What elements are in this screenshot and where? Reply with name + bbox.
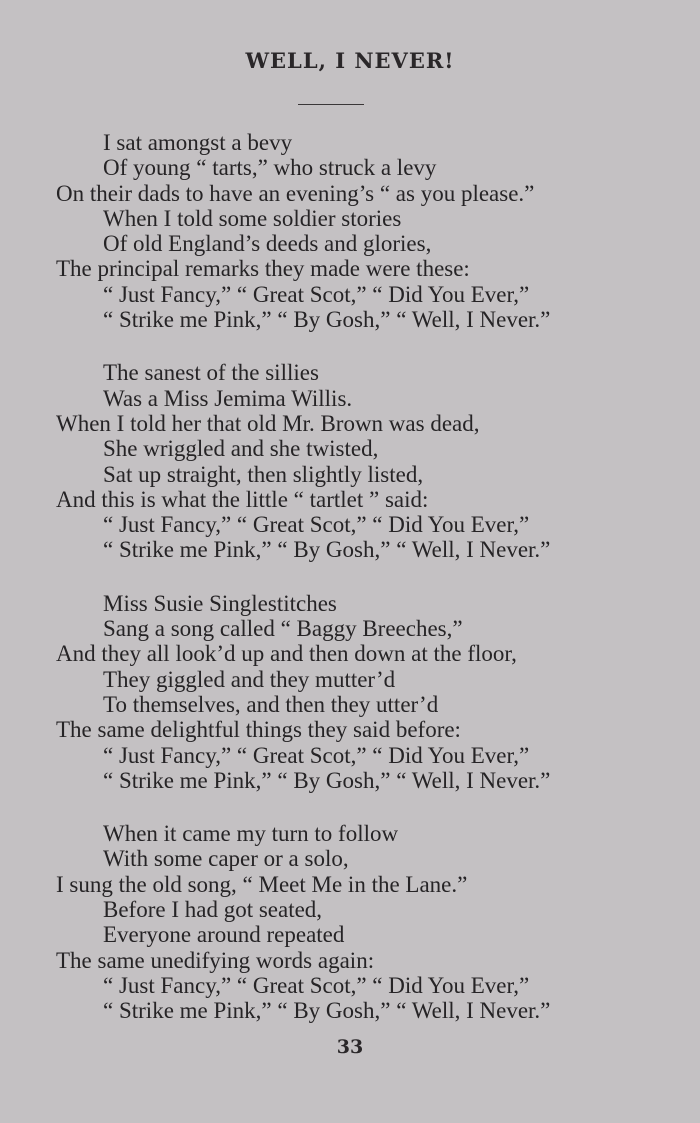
poem-line: To themselves, and then they utter’d — [103, 691, 439, 717]
poem-line: Was a Miss Jemima Willis. — [103, 385, 353, 411]
poem-line: Of young “ tarts,” who struck a levy — [103, 155, 437, 181]
poem-line: When I told some soldier stories — [103, 205, 402, 231]
poem-line: And this is what the little “ tartlet ” said: — [56, 486, 429, 512]
poem-line: When it came my turn to follow — [103, 821, 399, 847]
stanza-4 — [0, 821, 700, 1023]
poem-line: “ Strike me Pink,” “ By Gosh,” “ Well, I Never.” — [103, 307, 551, 333]
poem-line: “ Strike me Pink,” “ By Gosh,” “ Well, I Never.” — [103, 998, 551, 1024]
poem-line: Of old England’s deeds and glories, — [103, 231, 432, 257]
page-title: WELL, I NEVER! — [245, 48, 455, 73]
poem-line: Sat up straight, then slightly listed, — [103, 461, 424, 487]
poem-line: “ Strike me Pink,” “ By Gosh,” “ Well, I Never.” — [103, 537, 551, 563]
poem-body — [0, 130, 700, 1052]
poem-line: Everyone around repeated — [103, 922, 345, 948]
poem-line: “ Just Fancy,” “ Great Scot,” “ Did You Ever,” — [103, 972, 530, 998]
poem-line: I sung the old song, “ Meet Me in the Lane.” — [56, 871, 468, 897]
poem-line: Before I had got seated, — [103, 897, 323, 923]
title-rule — [298, 104, 364, 105]
poem-line: And they all look’d up and then down at the floor, — [56, 641, 517, 667]
poem-line: When I told her that old Mr. Brown was dead, — [56, 410, 480, 436]
poem-line: With some caper or a solo, — [103, 846, 349, 872]
stanza-1 — [0, 130, 700, 332]
poem-line: On their dads to have an evening’s “ as you please.” — [56, 180, 535, 206]
poem-line: Sang a song called “ Baggy Breeches,” — [103, 616, 463, 642]
poem-line: Miss Susie Singlestitches — [103, 590, 337, 616]
stanza-2 — [0, 360, 700, 562]
poem-line: I sat amongst a bevy — [103, 130, 293, 155]
stanza-3 — [0, 591, 700, 793]
poem-line: She wriggled and she twisted, — [103, 436, 379, 462]
poem-line: The same unedifying words again: — [56, 947, 375, 973]
poem-line: “ Just Fancy,” “ Great Scot,” “ Did You Ever,” — [103, 512, 530, 538]
poem-line: They giggled and they mutter’d — [103, 666, 396, 692]
poem-line: “ Strike me Pink,” “ By Gosh,” “ Well, I Never.” — [103, 767, 551, 793]
page-number: 33 — [336, 1036, 364, 1058]
poem-line: The same delightful things they said before: — [56, 717, 461, 743]
poem-line: “ Just Fancy,” “ Great Scot,” “ Did You Ever,” — [103, 742, 530, 768]
poem-line: The sanest of the sillies — [103, 360, 319, 386]
poem-line: “ Just Fancy,” “ Great Scot,” “ Did You Ever,” — [103, 281, 530, 307]
poem-line: The principal remarks they made were these: — [56, 256, 470, 282]
